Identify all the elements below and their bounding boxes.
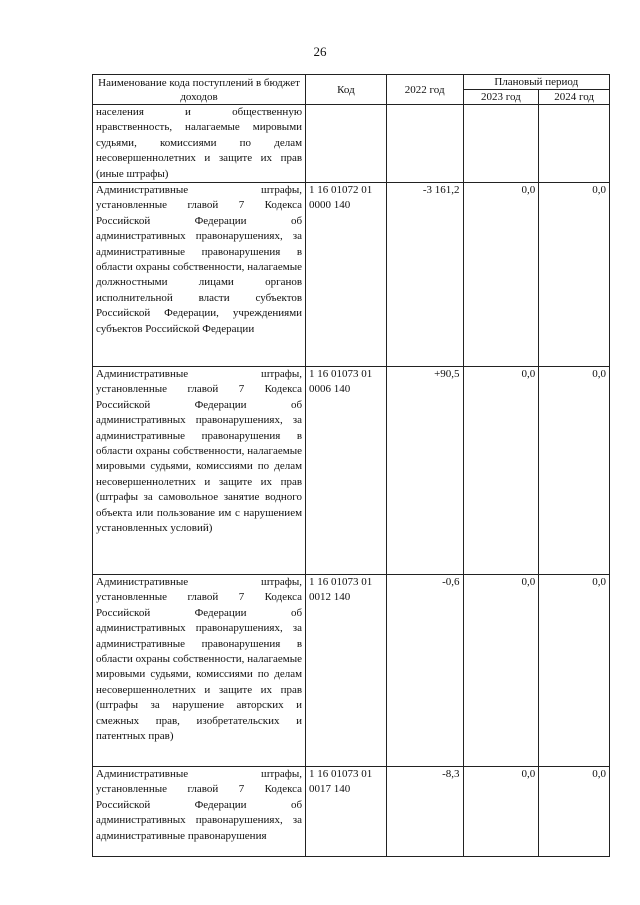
row-2023: 0,0 xyxy=(463,367,539,575)
revenue-table xyxy=(92,74,610,857)
header-year-2024: 2024 год xyxy=(539,90,610,105)
table-row xyxy=(93,575,610,767)
row-2023 xyxy=(463,105,539,183)
row-name: Административные штрафы, установленные главой 7 Кодекса Российской Федерации об административных правонарушениях, за административные правонарушения xyxy=(93,767,306,857)
table-row xyxy=(93,367,610,575)
table-row xyxy=(93,105,610,183)
row-code: 1 16 01072 01 0000 140 xyxy=(306,183,387,367)
row-code: 1 16 01073 01 0012 140 xyxy=(306,575,387,767)
row-name: Административные штрафы, установленные главой 7 Кодекса Российской Федерации об административных правонарушениях, за административные правонарушения в области охраны собственности, налагаемые мировыми судьями, комиссиями по делам несовершеннолетних и защите их прав (штрафы за самовольное занятие водного объекта или пользование им с нарушением установленных условий) xyxy=(93,367,306,575)
row-name: Административные штрафы, установленные главой 7 Кодекса Российской Федерации об административных правонарушениях, за административные правонарушения в области охраны собственности, налагаемые должностными лицами органов исполнительной власти субъектов Российской Федерации, учреждениями субъектов Российской Федерации xyxy=(93,183,306,367)
row-2022 xyxy=(386,105,463,183)
header-plan-period: Плановый период xyxy=(463,75,609,90)
header-year-2023: 2023 год xyxy=(463,90,539,105)
table-row xyxy=(93,767,610,857)
row-2022: +90,5 xyxy=(386,367,463,575)
row-2023: 0,0 xyxy=(463,183,539,367)
row-name: населения и общественную нравственность, налагаемые мировыми судьями, комиссиями по делам несовершеннолетних и защите их прав (иные штрафы) xyxy=(93,105,306,183)
row-2024: 0,0 xyxy=(539,183,610,367)
row-code: 1 16 01073 01 0006 140 xyxy=(306,367,387,575)
row-code: 1 16 01073 01 0017 140 xyxy=(306,767,387,857)
header-name: Наименование кода поступлений в бюджет доходов xyxy=(93,75,306,105)
row-2024: 0,0 xyxy=(539,575,610,767)
header-code: Код xyxy=(306,75,387,105)
row-2022: -3 161,2 xyxy=(386,183,463,367)
row-2022: -0,6 xyxy=(386,575,463,767)
row-code xyxy=(306,105,387,183)
row-2023: 0,0 xyxy=(463,575,539,767)
table-row xyxy=(93,183,610,367)
row-2024: 0,0 xyxy=(539,767,610,857)
row-2024 xyxy=(539,105,610,183)
row-name: Административные штрафы, установленные главой 7 Кодекса Российской Федерации об административных правонарушениях, за административные правонарушения в области охраны собственности, налагаемые мировыми судьями, комиссиями по делам несовершеннолетних и защите их прав (штрафы за нарушение авторских и смежных прав, изобретательских и патентных прав) xyxy=(93,575,306,767)
row-2024: 0,0 xyxy=(539,367,610,575)
header-year-2022: 2022 год xyxy=(386,75,463,105)
page-number: 26 xyxy=(313,44,327,59)
row-2023: 0,0 xyxy=(463,767,539,857)
row-2022: -8,3 xyxy=(386,767,463,857)
